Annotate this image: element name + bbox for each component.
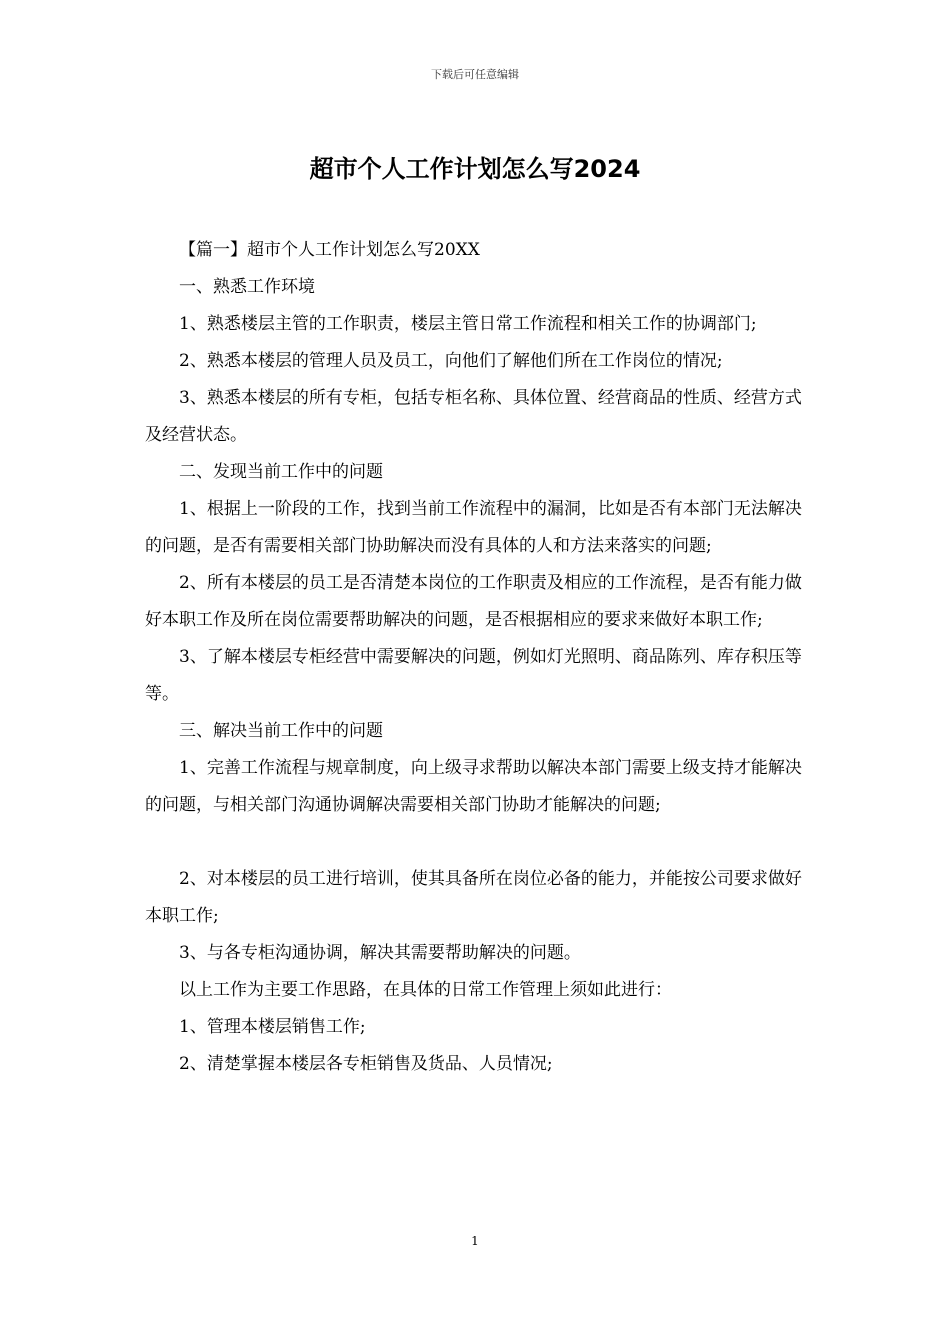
section-heading-part-one: 【篇一】超市个人工作计划怎么写20XX [179,240,480,260]
heading-familiarize-environment: 一、熟悉工作环境 [179,277,315,297]
paragraph-item: 2、熟悉本楼层的管理人员及员工，向他们了解他们所在工作岗位的情况; [179,351,723,371]
document-title: 超市个人工作计划怎么写2024 [309,155,641,183]
paragraph-item: 1、根据上一阶段的工作，找到当前工作流程中的漏洞，比如是否有本部门无法解决的问题，是否有需要相关部门协助解决而没有具体的人和方法来落实的问题; [145,499,802,556]
paragraph-summary: 以上工作为主要工作思路，在具体的日常工作管理上须如此进行： [179,980,672,1000]
paragraph-item: 3、了解本楼层专柜经营中需要解决的问题，例如灯光照明、商品陈列、库存积压等等。 [145,647,802,704]
paragraph-item: 1、熟悉楼层主管的工作职责，楼层主管日常工作流程和相关工作的协调部门; [179,314,757,334]
paragraph-item: 2、对本楼层的员工进行培训，使其具备所在岗位必备的能力，并能按公司要求做好本职工作; [145,869,802,926]
heading-solve-problems: 三、解决当前工作中的问题 [179,721,383,741]
blank-line [145,824,810,861]
paragraph-item: 3、熟悉本楼层的所有专柜，包括专柜名称、具体位置、经营商品的性质、经营方式及经营状态。 [145,388,802,445]
page-number: 1 [471,1234,479,1248]
paragraph-item: 2、清楚掌握本楼层各专柜销售及货品、人员情况; [179,1054,553,1074]
paragraph-item: 2、所有本楼层的员工是否清楚本岗位的工作职责及相应的工作流程，是否有能力做好本职工作及所在岗位需要帮助解决的问题，是否根据相应的要求来做好本职工作; [145,573,802,630]
header-note: 下载后可任意编辑 [431,68,519,81]
paragraph-item: 1、完善工作流程与规章制度，向上级寻求帮助以解决本部门需要上级支持才能解决的问题，与相关部门沟通协调解决需要相关部门协助才能解决的问题; [145,758,802,815]
paragraph-item: 1、管理本楼层销售工作; [179,1017,366,1037]
document-body [145,232,810,1083]
paragraph-item: 3、与各专柜沟通协调，解决其需要帮助解决的问题。 [179,943,581,963]
heading-find-problems: 二、发现当前工作中的问题 [179,462,383,482]
